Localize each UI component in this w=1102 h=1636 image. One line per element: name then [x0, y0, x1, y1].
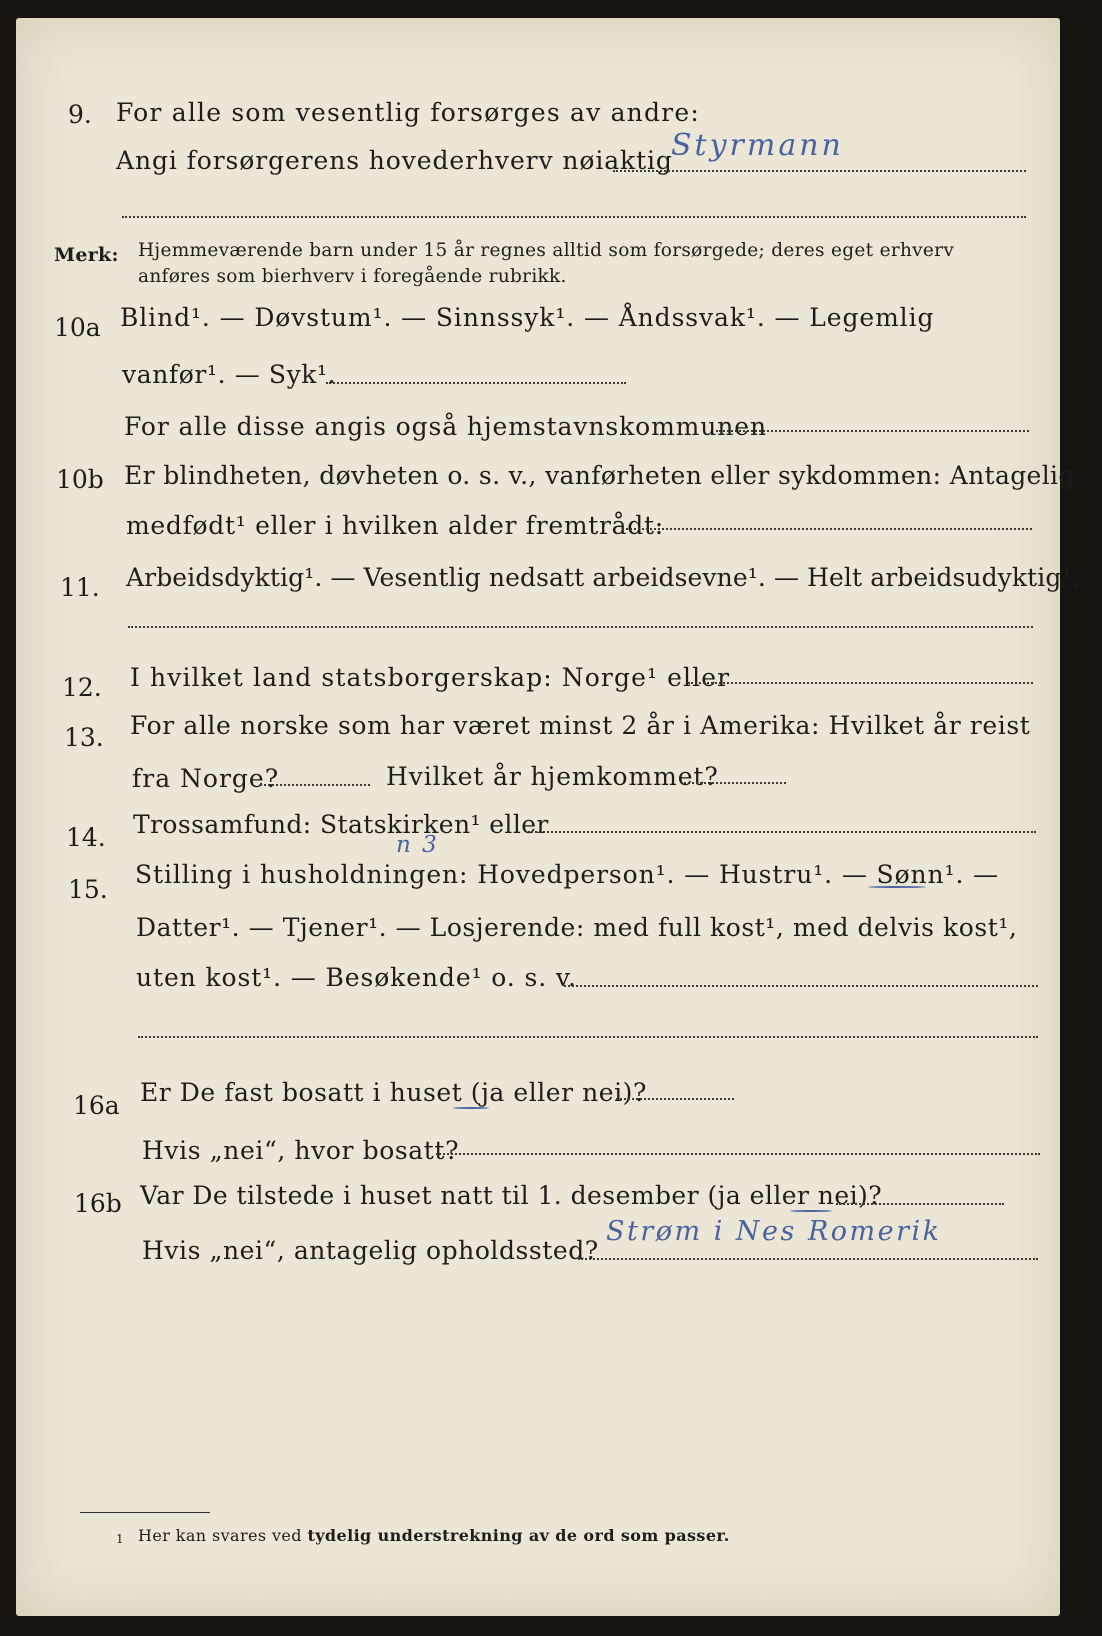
q15-line2: Datter¹. — Tjener¹. — Losjerende: med full kost¹, med delvis kost¹,	[136, 913, 1018, 942]
q16b-handwritten-answer: Strøm i Nes Romerik	[606, 1216, 942, 1247]
q10a-syk-line	[326, 382, 626, 384]
q16b-number: 16b	[74, 1189, 122, 1218]
q10a-line2: vanfør¹. — Syk¹.	[122, 360, 337, 389]
q11-number: 11.	[60, 573, 100, 602]
q11-line1: Arbeidsdyktig¹. — Vesentlig nedsatt arbeidsevne¹. — Helt arbeidsudyktig¹.	[126, 563, 1080, 592]
q10a-line3: For alle disse angis også hjemstavnskommunen	[124, 412, 767, 441]
q16b-line2: Hvis „nei“, antagelig opholdssted?	[142, 1236, 599, 1265]
footnote-text-normal: Her kan svares ved	[138, 1526, 302, 1545]
q15-line3: uten kost¹. — Besøkende¹ o. s. v.	[136, 963, 577, 992]
footnote-text	[138, 1526, 730, 1545]
q15-besokende-line	[564, 985, 1038, 987]
q10a-line1: Blind¹. — Døvstum¹. — Sinnssyk¹. — Åndssvak¹. — Legemlig	[120, 303, 935, 332]
q9-handwritten-answer: Styrmann	[671, 128, 844, 163]
q15-line1: Stilling i husholdningen: Hovedperson¹. — Hustru¹. — Sønn¹. —	[135, 860, 1000, 889]
q16a-ja-underline	[453, 1107, 489, 1109]
q16a-line2: Hvis „nei“, hvor bosatt?	[142, 1136, 460, 1165]
q9-number: 9.	[68, 100, 92, 129]
q16b-opholdssted-line	[578, 1258, 1038, 1260]
q10b-line2: medfødt¹ eller i hvilken alder fremtrådt:	[126, 511, 664, 540]
q12-answer-line	[688, 682, 1033, 684]
q10b-answer-line	[622, 528, 1032, 530]
q13-line1: For alle norske som har været minst 2 år i Amerika: Hvilket år reist	[130, 711, 1031, 740]
q15-number: 15.	[68, 875, 108, 904]
merk-line1: Hjemmeværende barn under 15 år regnes alltid som forsørgede; deres eget erhverv	[138, 240, 955, 261]
q14-answer-line	[528, 831, 1036, 833]
q13-line2b: Hvilket år hjemkommet?	[386, 762, 719, 791]
q10a-kommune-line	[716, 430, 1029, 432]
q14-number: 14.	[66, 823, 106, 852]
q15-sonn-underline	[868, 886, 926, 888]
q16a-answer-line	[616, 1098, 734, 1100]
q16b-nei-underline	[790, 1210, 832, 1212]
merk-label: Merk:	[54, 244, 119, 266]
q15-extra-line	[138, 1036, 1038, 1038]
q14-line1: Trossamfund: Statskirken¹ eller	[133, 810, 549, 839]
q13-line2a: fra Norge?	[132, 764, 280, 793]
q15-handwritten-annotation: n 3	[396, 832, 439, 858]
q9-line2: Angi forsørgerens hovederhverv nøiaktig	[116, 146, 673, 175]
q9-extra-line	[122, 216, 1026, 218]
q12-line1: I hvilket land statsborgerskap: Norge¹ eller	[130, 663, 731, 692]
q16a-bosatt-line	[436, 1153, 1040, 1155]
footnote-text-bold: tydelig understrekning av de ord som passer.	[307, 1526, 730, 1545]
merk-line2: anføres som bierhverv i foregående rubrikk.	[138, 266, 567, 287]
footnote-marker: 1	[116, 1532, 125, 1546]
q16b-answer-line	[836, 1203, 1004, 1205]
q13-hjemkommet-line	[684, 782, 786, 784]
q16b-line1: Var De tilstede i huset natt til 1. desember (ja eller nei)?	[140, 1181, 883, 1210]
q13-reist-line	[260, 784, 370, 786]
q10b-number: 10b	[56, 465, 104, 494]
q10b-line1: Er blindheten, døvheten o. s. v., vanførheten eller sykdommen: Antagelig	[124, 461, 1075, 490]
q9-answer-line	[613, 170, 1026, 172]
footnote-rule	[80, 1512, 210, 1513]
q16a-number: 16a	[73, 1091, 120, 1120]
q10a-number: 10a	[54, 313, 101, 342]
q9-line1: For alle som vesentlig forsørges av andre:	[116, 98, 700, 127]
q11-answer-line	[128, 626, 1033, 628]
census-form-page	[16, 18, 1080, 1616]
q16a-line1: Er De fast bosatt i huset (ja eller nei)?	[140, 1078, 647, 1107]
q13-number: 13.	[64, 723, 104, 752]
q12-number: 12.	[62, 673, 102, 702]
